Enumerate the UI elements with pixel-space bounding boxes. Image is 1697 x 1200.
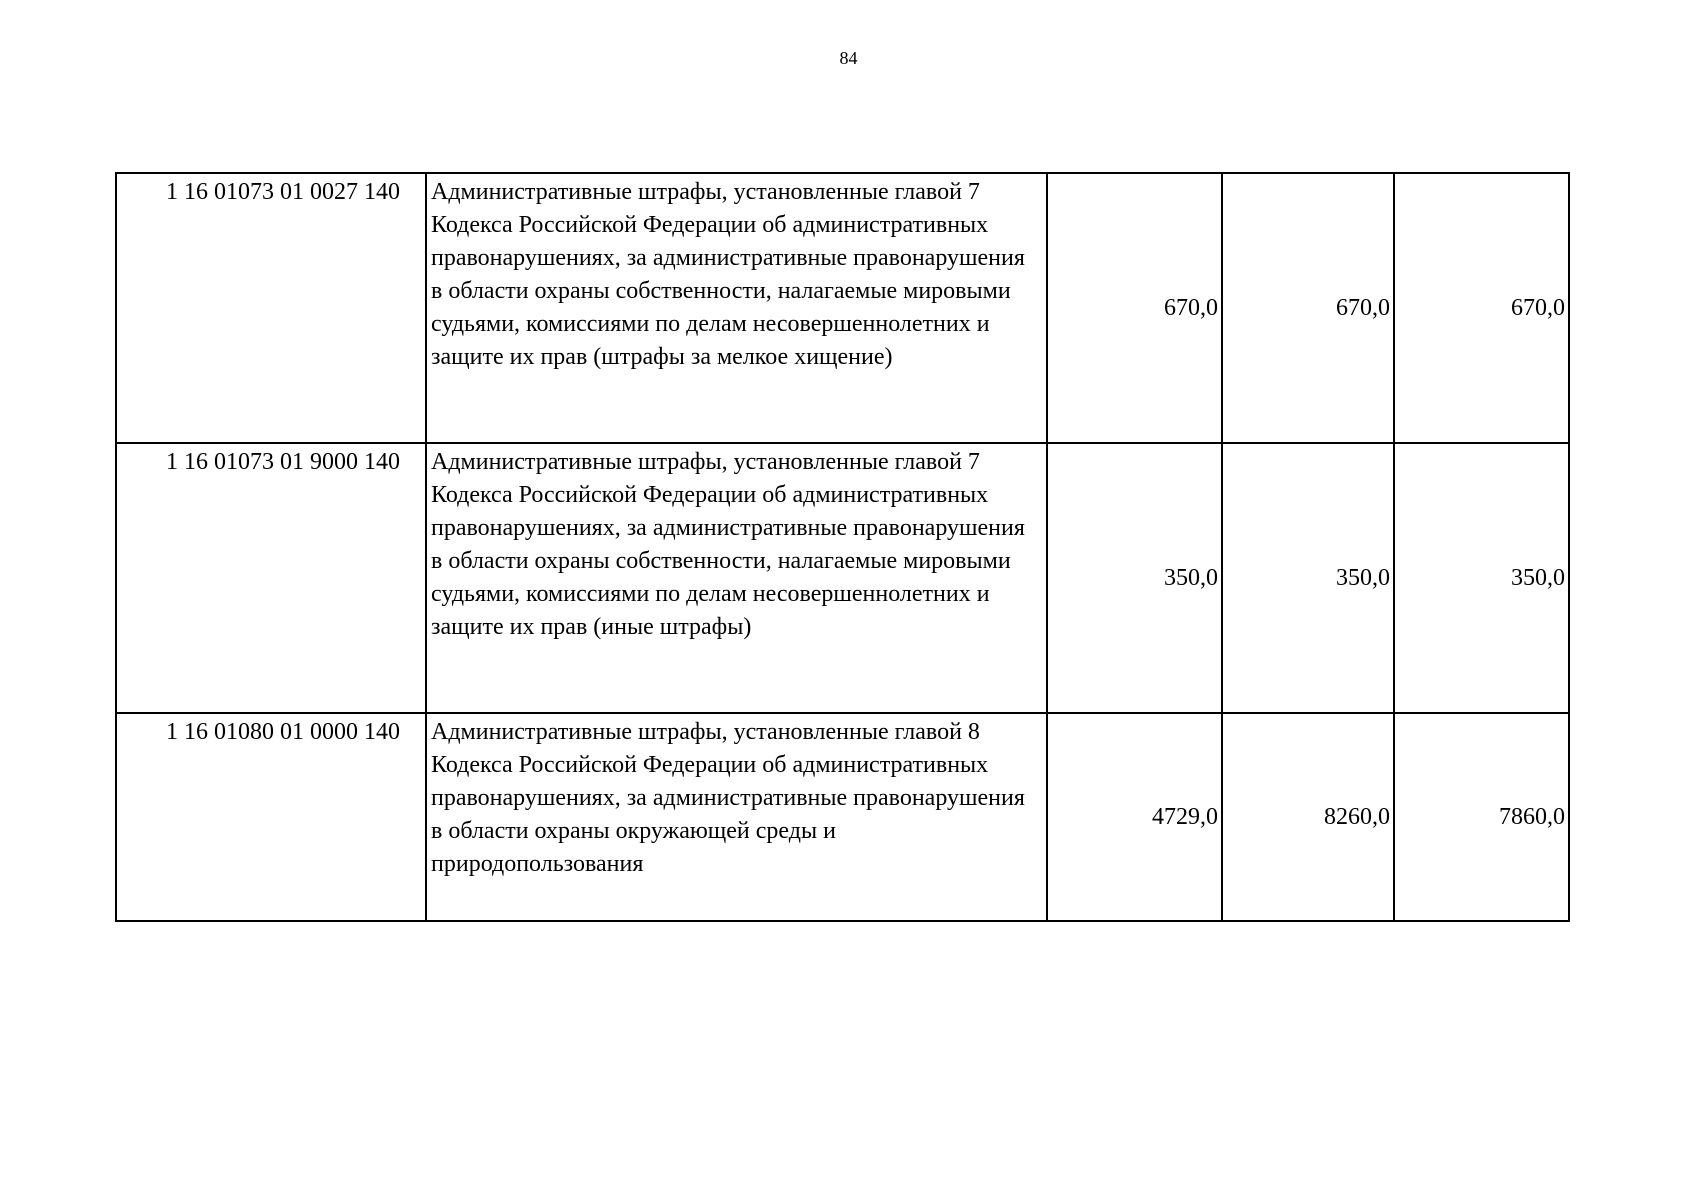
budget-code-cell: 1 16 01073 01 9000 140 <box>116 443 426 713</box>
budget-code-cell: 1 16 01080 01 0000 140 <box>116 713 426 921</box>
value-cell-year-2: 670,0 <box>1222 173 1394 443</box>
table-row <box>116 173 1569 443</box>
budget-table <box>115 172 1570 922</box>
value-cell-year-2: 8260,0 <box>1222 713 1394 921</box>
budget-code-cell: 1 16 01073 01 0027 140 <box>116 173 426 443</box>
description-cell: Административные штрафы, установленные главой 8 Кодекса Российской Федерации об административных правонарушениях, за административные правонарушения в области охраны окружающей среды и природопользования <box>426 713 1047 921</box>
description-cell: Административные штрафы, установленные главой 7 Кодекса Российской Федерации об административных правонарушениях, за административные правонарушения в области охраны собственности, налагаемые мировыми судьями, комиссиями по делам несовершеннолетних и защите их прав (иные штрафы) <box>426 443 1047 713</box>
value-cell-year-2: 350,0 <box>1222 443 1394 713</box>
value-cell-year-3: 350,0 <box>1394 443 1569 713</box>
description-cell: Административные штрафы, установленные главой 7 Кодекса Российской Федерации об административных правонарушениях, за административные правонарушения в области охраны собственности, налагаемые мировыми судьями, комиссиями по делам несовершеннолетних и защите их прав (штрафы за мелкое хищение) <box>426 173 1047 443</box>
table-row <box>116 443 1569 713</box>
value-cell-year-1: 670,0 <box>1047 173 1222 443</box>
page-number: 84 <box>839 48 858 68</box>
value-cell-year-1: 4729,0 <box>1047 713 1222 921</box>
value-cell-year-3: 7860,0 <box>1394 713 1569 921</box>
table-row <box>116 713 1569 921</box>
value-cell-year-1: 350,0 <box>1047 443 1222 713</box>
value-cell-year-3: 670,0 <box>1394 173 1569 443</box>
